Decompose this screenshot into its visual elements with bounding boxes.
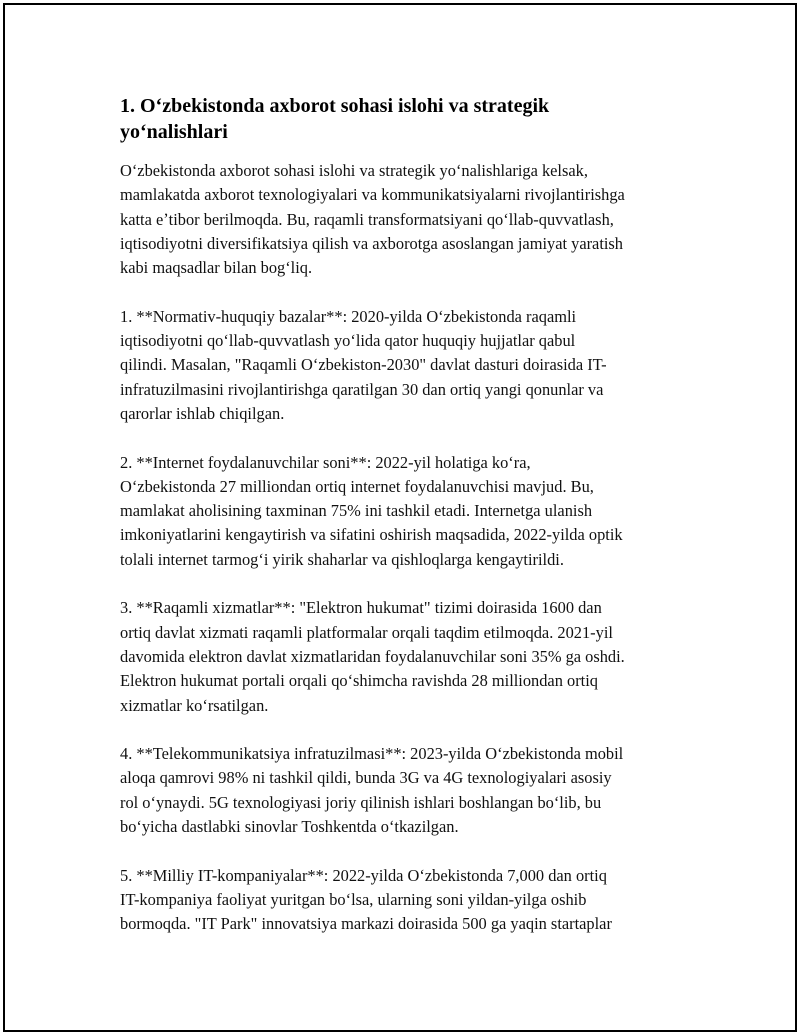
section-heading: [120, 93, 680, 145]
paragraph-line: iqtisodiyotni qoʻllab-quvvatlash yoʻlida qator huquqiy hujjatlar qabul: [120, 331, 576, 351]
paragraph-line: mamlakatda axborot texnologiyalari va kommunikatsiyalarni rivojlantirishga: [120, 185, 625, 205]
paragraph-line: kabi maqsadlar bilan bogʻliq.: [120, 258, 313, 278]
page-frame: [3, 3, 797, 1032]
paragraph-line: imkoniyatlarini kengaytirish va sifatini oshirish maqsadida, 2022-yilda optik: [120, 525, 623, 545]
paragraph-line: aloqa qamrovi 98% ni tashkil qildi, bunda 3G va 4G texnologiyalari asosiy: [120, 768, 612, 788]
paragraph-line: boʻyicha dastlabki sinovlar Toshkentda oʻtkazilgan.: [120, 817, 459, 837]
paragraph-line: qarorlar ishlab chiqilgan.: [120, 403, 285, 423]
paragraph-line: IT-kompaniya faoliyat yuritgan boʻlsa, ularning soni yildan-yilga oshib: [120, 889, 587, 909]
item-paragraph-normative: [120, 305, 680, 426]
document-body: [120, 93, 680, 961]
paragraph-line: Oʻzbekistonda 27 milliondan ortiq internet foydalanuvchisi mavjud. Bu,: [120, 476, 594, 496]
paragraph-line: Oʻzbekistonda axborot sohasi islohi va strategik yoʻnalishlariga kelsak,: [120, 161, 588, 180]
item-paragraph-digital-services: [120, 596, 680, 717]
paragraph-line: iqtisodiyotni diversifikatsiya qilish va axborotga asoslangan jamiyat yaratish: [120, 233, 624, 253]
item-paragraph-telecom: [120, 742, 680, 839]
paragraph-line: 1. **Normativ-huquqiy bazalar**: 2020-yilda Oʻzbekistonda raqamli: [120, 306, 577, 326]
item-paragraph-it-companies: [120, 864, 680, 937]
paragraph-line: 3. **Raqamli xizmatlar**: "Elektron hukumat" tizimi doirasida 1600 dan: [120, 598, 602, 618]
intro-paragraph: [120, 159, 680, 280]
paragraph-line: bormoqda. "IT Park" innovatsiya markazi doirasida 500 ga yaqin startaplar: [120, 914, 612, 934]
item-paragraph-internet-users: [120, 451, 680, 572]
paragraph-line: katta eʼtibor berilmoqda. Bu, raqamli transformatsiyani qoʻllab-quvvatlash,: [120, 209, 614, 229]
paragraph-line: 5. **Milliy IT-kompaniyalar**: 2022-yilda Oʻzbekistonda 7,000 dan ortiq: [120, 865, 607, 885]
paragraph-line: mamlakat aholisining taxminan 75% ini tashkil etadi. Internetga ulanish: [120, 501, 593, 521]
heading-line: yoʻnalishlari: [120, 121, 228, 143]
paragraph-line: tolali internet tarmogʻi yirik shaharlar va qishloqlarga kengaytirildi.: [120, 549, 564, 569]
paragraph-line: qilindi. Masalan, "Raqamli Oʻzbekiston-2030" davlat dasturi doirasida IT-: [120, 355, 607, 375]
heading-line: 1. Oʻzbekistonda axborot sohasi islohi va strategik: [120, 95, 550, 117]
paragraph-line: 4. **Telekommunikatsiya infratuzilmasi**: 2023-yilda Oʻzbekistonda mobil: [120, 744, 624, 764]
paragraph-line: xizmatlar koʻrsatilgan.: [120, 695, 269, 715]
paragraph-line: ortiq davlat xizmati raqamli platformalar orqali taqdim etilmoqda. 2021-yil: [120, 622, 613, 642]
paragraph-line: infratuzilmasini rivojlantirishga qaratilgan 30 dan ortiq yangi qonunlar va: [120, 379, 604, 399]
paragraph-line: Elektron hukumat portali orqali qoʻshimcha ravishda 28 milliondan ortiq: [120, 671, 598, 691]
paragraph-line: 2. **Internet foydalanuvchilar soni**: 2022-yil holatiga koʻra,: [120, 452, 531, 472]
paragraph-line: rol oʻynaydi. 5G texnologiyasi joriy qilinish ishlari boshlangan boʻlib, bu: [120, 792, 602, 812]
paragraph-line: davomida elektron davlat xizmatlaridan foydalanuvchilar soni 35% ga oshdi.: [120, 646, 625, 666]
